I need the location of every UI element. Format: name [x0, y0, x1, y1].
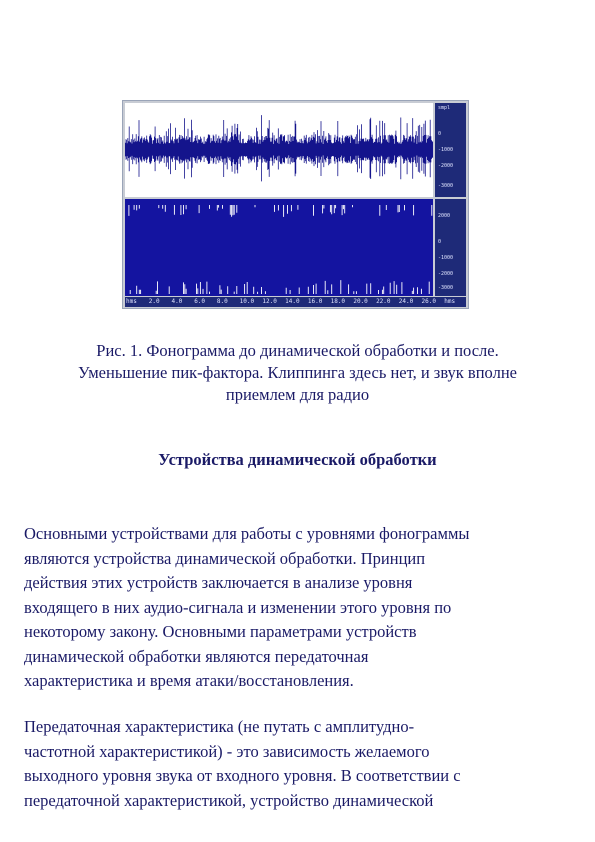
- time-label: 22.0: [376, 298, 391, 305]
- text-line: действия этих устройств заключается в анализе уровня: [24, 573, 413, 592]
- scale-label: 0: [438, 131, 442, 137]
- text-line: входящего в них аудио-сигнала и изменении этого уровня по: [24, 597, 452, 617]
- section-heading: Устройства динамической обработки: [158, 450, 437, 469]
- time-label: hms: [126, 298, 137, 305]
- time-label: 26.0: [421, 298, 436, 305]
- time-label: 10.0: [239, 298, 255, 305]
- text-line: характеристика и время атаки/восстановления.: [24, 671, 354, 690]
- amplitude-scale-top: [435, 103, 466, 197]
- text-line: выходного уровня звука от входного уровня. В соответствии с: [24, 766, 461, 785]
- scale-label: -1000: [438, 255, 454, 261]
- scale-label: -3000: [438, 285, 454, 291]
- waveform-gaps: [129, 205, 432, 294]
- text-line: передаточной характеристикой, устройство динамической: [24, 790, 434, 810]
- time-label: 18.0: [330, 298, 346, 305]
- scale-label: smpl: [438, 105, 451, 111]
- caption-line: Уменьшение пик-фактора. Клиппинга здесь нет, и звук вполне: [78, 363, 517, 382]
- time-label: hms: [444, 298, 456, 305]
- time-label: 20.0: [353, 298, 368, 305]
- time-label: 2.0: [148, 298, 160, 305]
- waveform-trace: [125, 115, 433, 181]
- time-label: 24.0: [398, 298, 414, 305]
- text-line: являются устройства динамической обработки. Принцип: [24, 548, 426, 568]
- text-line: Основными устройствами для работы с уровнями фонограммы: [24, 524, 470, 543]
- text-line: частотной характеристикой) - это зависимость желаемого: [24, 741, 430, 761]
- text-line: некоторому закону. Основными параметрами устройств: [24, 622, 417, 641]
- caption-line: Рис. 1. Фонограмма до динамической обработки и после.: [96, 341, 499, 360]
- scale-label: 0: [438, 239, 442, 245]
- time-label: 6.0: [194, 298, 206, 305]
- text-line: Передаточная характеристика (не путать с амплитудно-: [24, 717, 415, 736]
- paragraph-transfer-characteristic: [24, 715, 584, 813]
- time-label: 12.0: [262, 298, 277, 305]
- time-ruler: [125, 297, 466, 307]
- scale-label: -1000: [438, 147, 454, 153]
- paragraph-dynamic-processing: [24, 522, 584, 694]
- time-label: 16.0: [307, 298, 323, 305]
- waveform-figure: [122, 100, 469, 309]
- figure-caption: [40, 340, 555, 406]
- waveform-after: [125, 199, 433, 296]
- waveform-before: [125, 103, 433, 197]
- scale-label: 2000: [438, 213, 451, 219]
- time-label: 14.0: [285, 298, 300, 305]
- amplitude-scale-bottom: [435, 199, 466, 296]
- caption-line: приемлем для радио: [225, 385, 370, 404]
- scale-label: -2000: [438, 163, 454, 169]
- time-label: 8.0: [216, 298, 228, 305]
- scale-label: -2000: [438, 271, 454, 277]
- time-label: 4.0: [171, 298, 183, 305]
- text-line: динамической обработки являются передаточная: [24, 646, 369, 666]
- scale-label: -3000: [438, 183, 454, 189]
